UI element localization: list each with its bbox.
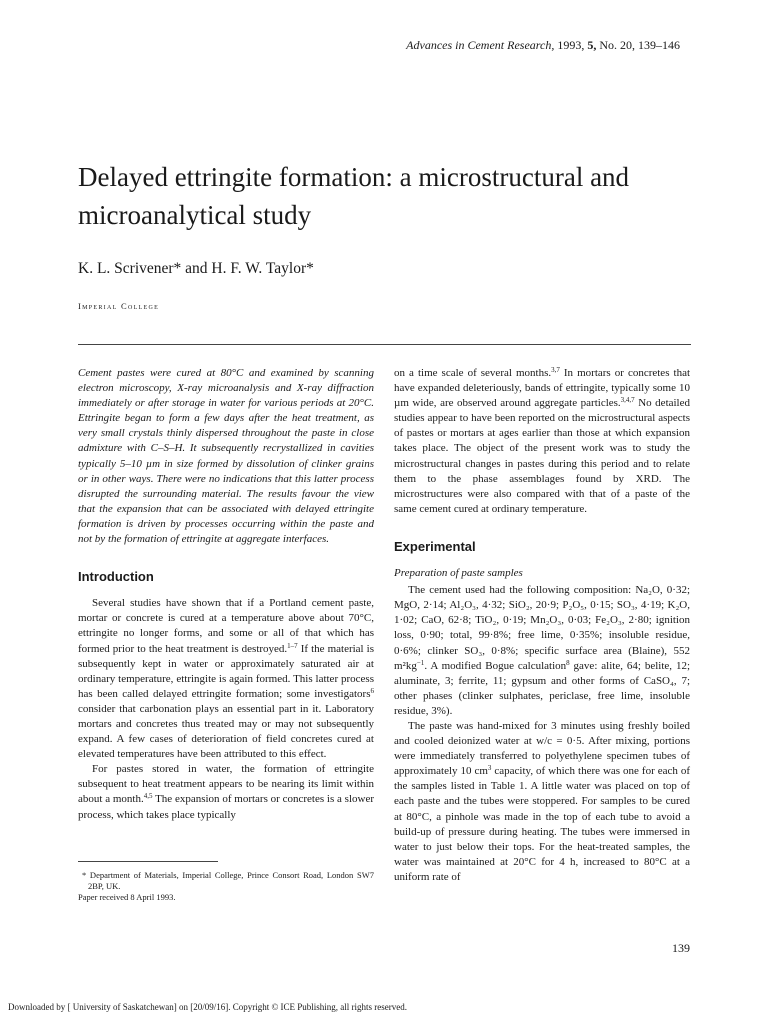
citation-ref: 4,5 <box>143 792 153 801</box>
header-divider <box>78 344 691 345</box>
text-run: The paste was hand-mixed for 3 minutes using freshly boiled and cooled deionized water at w/c = 0·5. After mixing, portions were immediately transferred to polyethylene specimen tubes of approximately 10 cm <box>394 719 690 778</box>
experimental-paragraph-2 <box>394 719 690 885</box>
text-run: The expansion of mortars or concretes is a slower process, which takes place typically <box>78 793 374 821</box>
text-run: The cement used had the following composition: Na₂O, 0·32; MgO, 2·14; Al₂O₃, 4·32; SiO₂, 20·9; P₂O₅, 0·15; SO₃, 4·19; K₂O, 1·02; CaO, 62·8; TiO₂, 0·19; Mn₂O₃, 0·03; Fe₂O₃, 2·80; ignition loss, 0·90; total, 99·8%; free lime, 0·35%; insoluble residue, 0·6%; clinker SO₃, 0·8%; specific surface area (Blaine), 552 m²kg <box>394 584 690 672</box>
citation-year: 1993, <box>554 38 588 52</box>
citation-ref: 6 <box>370 686 374 695</box>
citation-volume: 5, <box>587 38 597 52</box>
text-run: on a time scale of several months. <box>394 367 552 379</box>
text-run: Several studies have shown that if a Portland cement paste, mortar or concrete is cured at a temperature above about 70°C, ettringite no longer forms, and some or all of that which has formed prior to the heat treatment is destroyed. <box>78 597 374 655</box>
unit-exponent: −1 <box>416 658 425 667</box>
text-run: In mortars or concretes that have expanded deleteriously, bands of ettringite, typically some 10 µm wide, are observed around aggregate particles. <box>394 367 691 410</box>
citation-issue-pages: No. 20, 139–146 <box>596 38 680 52</box>
footnote-received: Paper received 8 April 1993. <box>78 891 176 902</box>
abstract: Cement pastes were cured at 80°C and examined by scanning electron microscopy, X-ray microanalysis and X-ray diffraction immediately or after storage in water for various periods at 20°C. Ettringite began to form a few days after the heat treatment, as very small crystals thinly dispersed throughout the paste in close admixture with C–S–H. It subsequently recrystallized in cavities typically 5–10 µm in size formed by dissolution of clinker grains or in other ways. There were no indications that this latter process disrupted the surrounding material. The results favour the view that the expansion that can be associated with delayed ettringite formation is driven by processes occurring within the paste and not by the formation of ettringite at aggregate interfaces. <box>78 367 374 546</box>
preparation-subheading: Preparation of paste samples <box>394 567 523 580</box>
unit-exponent: 3 <box>487 764 492 773</box>
page-number: 139 <box>672 941 690 955</box>
citation-ref: 3,7 <box>551 366 560 374</box>
experimental-paragraph-1 <box>394 583 690 719</box>
journal-citation <box>406 38 680 53</box>
article-authors: K. L. Scrivener* and H. F. W. Taylor* <box>78 260 314 277</box>
introduction-paragraph-2 <box>78 762 374 822</box>
citation-ref: 8 <box>566 658 570 667</box>
text-run: If the material is subsequently kept in water or approximately saturated air at ordinary temperature, ettringite is again formed. This latter process has been called delayed ettringite formation; some investigators <box>78 642 374 700</box>
journal-name: Advances in Cement Research, <box>406 38 555 52</box>
introduction-continuation <box>394 366 690 517</box>
download-notice: Downloaded by [ University of Saskatchewan] on [20/09/16]. Copyright © ICE Publishing, all rights reserved. <box>8 1002 408 1012</box>
text-run: No detailed studies appear to have been reported on the microstructural aspects of pastes or mortars at ages earlier than those at which expansion takes place. The object of the present work was to study the microstructural changes in pastes during this period and to relate them to the phase assemblages found by XRD. The microstructures were also compared with that of a paste of the same cement cured at ordinary temperature. <box>394 397 690 515</box>
article-title: Delayed ettringite formation: a microstructural and microanalytical study <box>78 162 630 230</box>
experimental-heading: Experimental <box>394 538 476 554</box>
author-affiliation: Imperial College <box>78 301 160 311</box>
left-column <box>78 366 374 903</box>
text-run: For pastes stored in water, the formation of ettringite subsequent to heat treatment appears to be nearing its limit within about a month. <box>78 763 374 806</box>
text-run: consider that carbonation plays an essential part in it. Laboratory mortars and concretes thus treated may or may not subsequently expand. A few cases of deterioration of field concretes cured at elevated temperatures have been attributed to this effect. <box>78 702 374 761</box>
text-run: capacity, of which there was one for each of the samples listed in Table 1. A little water was placed on top of each paste and the tubes were stoppered. For samples to be cured at 80°C, a pinhole was made in the top of each tube to avoid a build-up of pressure during heating. The tubes were immersed in water to just below their tops. For the heat-treated samples, the water was maintained at 20°C for 4 h, increased to 80°C at a uniform rate of <box>394 765 690 883</box>
introduction-heading: Introduction <box>78 569 154 585</box>
footnotes <box>78 870 374 903</box>
citation-ref: 3,4,7 <box>620 396 635 405</box>
citation-ref: 1–7 <box>287 641 298 650</box>
right-column <box>394 366 690 885</box>
footnote-affiliation: * Department of Materials, Imperial College, Prince Consort Road, London SW7 2BP, UK. <box>82 869 374 891</box>
text-run: . A modified Bogue calculation <box>424 659 567 672</box>
introduction-paragraph-1 <box>78 596 374 762</box>
footnote-divider <box>78 861 218 862</box>
text-run: gave: alite, 64; belite, 12; aluminate, 3; ferrite, 11; gypsum and other forms of CaSO₄, 7; other phases (clinker sulphates, periclase, free lime, insoluble residue, 3%). <box>394 659 690 717</box>
